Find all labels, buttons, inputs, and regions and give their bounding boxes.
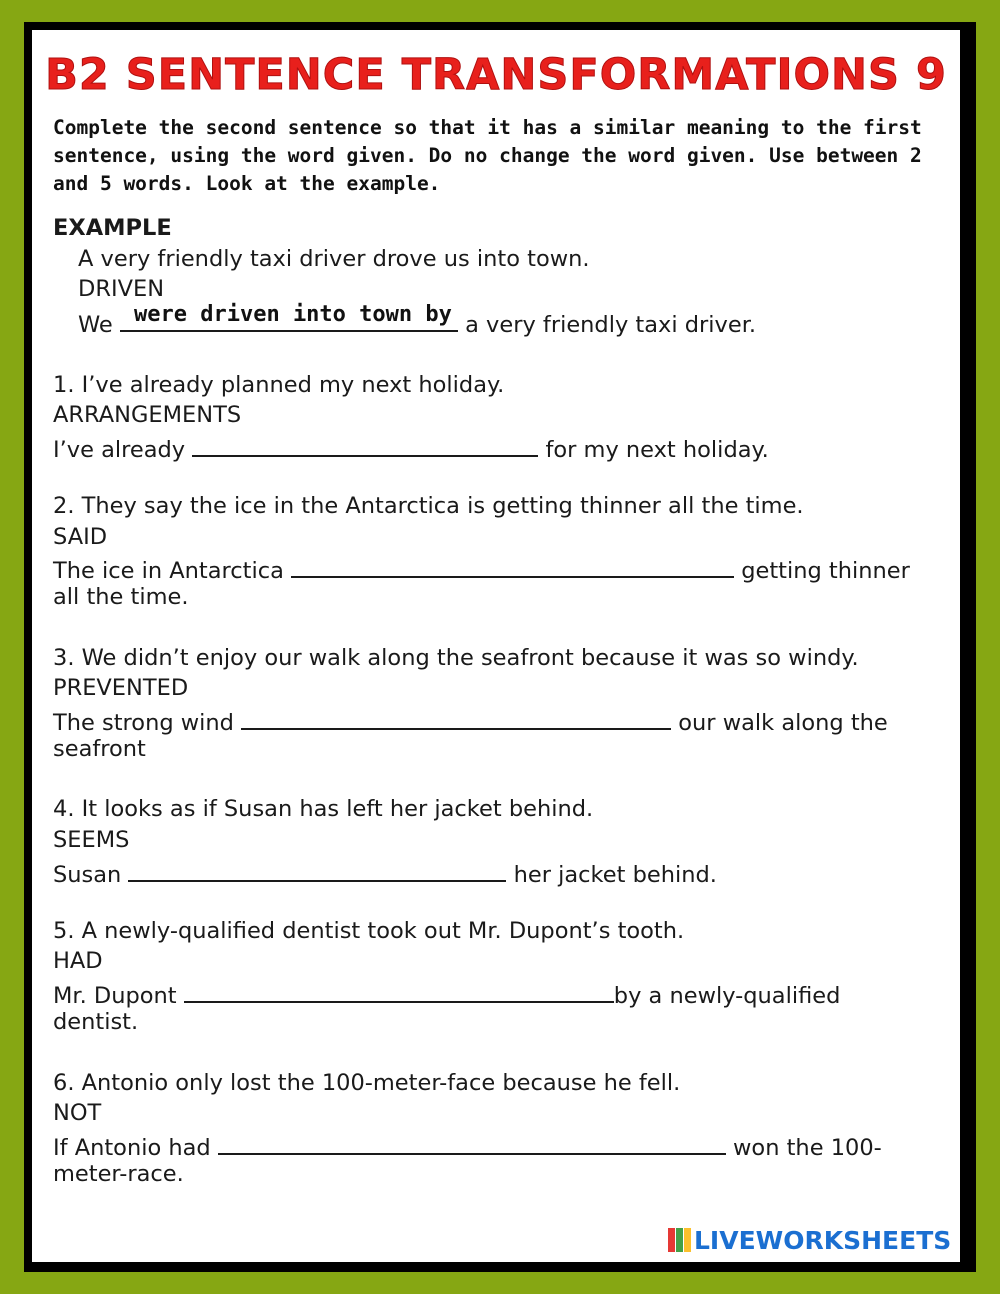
q4-transformation (53, 858, 717, 888)
q1-answer-input[interactable] (192, 433, 538, 457)
q3-transformation (53, 706, 888, 736)
q5-after: by a newly-qualified (613, 983, 841, 1009)
q3-after: our walk along the (678, 710, 888, 736)
q6-before: If Antonio had (53, 1135, 211, 1161)
q5-answer-input[interactable] (184, 979, 614, 1003)
q6-keyword: NOT (53, 1100, 102, 1126)
liveworksheets-logo-icon (668, 1228, 692, 1252)
q3-before: The strong wind (53, 710, 234, 736)
q6-sentence: 6. Antonio only lost the 100-meter-face because he fell. (53, 1070, 681, 1096)
q2-before: The ice in Antarctica (53, 558, 284, 584)
example-before: We (78, 312, 113, 338)
example-after: a very friendly taxi driver. (465, 312, 757, 338)
q1-after: for my next holiday. (545, 437, 769, 463)
q4-sentence: 4. It looks as if Susan has left her jacket behind. (53, 796, 594, 822)
q2-keyword: SAID (53, 524, 108, 550)
q6-after: won the 100- (733, 1135, 882, 1161)
q1-before: I’ve already (53, 437, 186, 463)
q2-answer-input[interactable] (291, 554, 734, 578)
worksheet-title: B2 SENTENCE TRANSFORMATIONS 9 (45, 50, 947, 100)
q5-keyword: HAD (53, 948, 103, 974)
q5-sentence: 5. A newly-qualified dentist took out Mr. Dupont’s tooth. (53, 918, 685, 944)
example-keyword: DRIVEN (78, 276, 165, 302)
q4-keyword: SEEMS (53, 827, 130, 853)
q5-continuation: dentist. (53, 1009, 139, 1035)
q6-transformation (53, 1131, 882, 1161)
q1-sentence: 1. I’ve already planned my next holiday. (53, 372, 505, 398)
q3-keyword: PREVENTED (53, 675, 189, 701)
q1-keyword: ARRANGEMENTS (53, 402, 242, 428)
worksheet (32, 30, 960, 1262)
q3-answer-input[interactable] (241, 706, 671, 730)
example-answer: were driven into town by (134, 302, 452, 327)
q1-transformation (53, 433, 769, 463)
q2-sentence: 2. They say the ice in the Antarctica is getting thinner all the time. (53, 493, 804, 519)
liveworksheets-logo[interactable]: LIVEWORKSHEETS (694, 1226, 952, 1255)
q4-answer-input[interactable] (128, 858, 506, 882)
q4-before: Susan (53, 862, 122, 888)
q5-before: Mr. Dupont (53, 983, 177, 1009)
page-frame (24, 22, 976, 1272)
q2-transformation (53, 554, 910, 584)
q5-transformation (53, 979, 840, 1009)
q6-answer-input[interactable] (218, 1131, 726, 1155)
q2-continuation: all the time. (53, 584, 189, 610)
example-heading: EXAMPLE (53, 215, 172, 241)
q4-after: her jacket behind. (513, 862, 717, 888)
q2-after: getting thinner (741, 558, 910, 584)
q3-continuation: seafront (53, 736, 146, 762)
example-sentence: A very friendly taxi driver drove us into town. (78, 246, 590, 272)
instructions: Complete the second sentence so that it has a similar meaning to the first sentence, using the word given. Do no change the word given. Use between 2 and 5 words. Look at the example. (53, 116, 922, 195)
q3-sentence: 3. We didn’t enjoy our walk along the seafront because it was so windy. (53, 645, 859, 671)
q6-continuation: meter-race. (53, 1161, 184, 1187)
